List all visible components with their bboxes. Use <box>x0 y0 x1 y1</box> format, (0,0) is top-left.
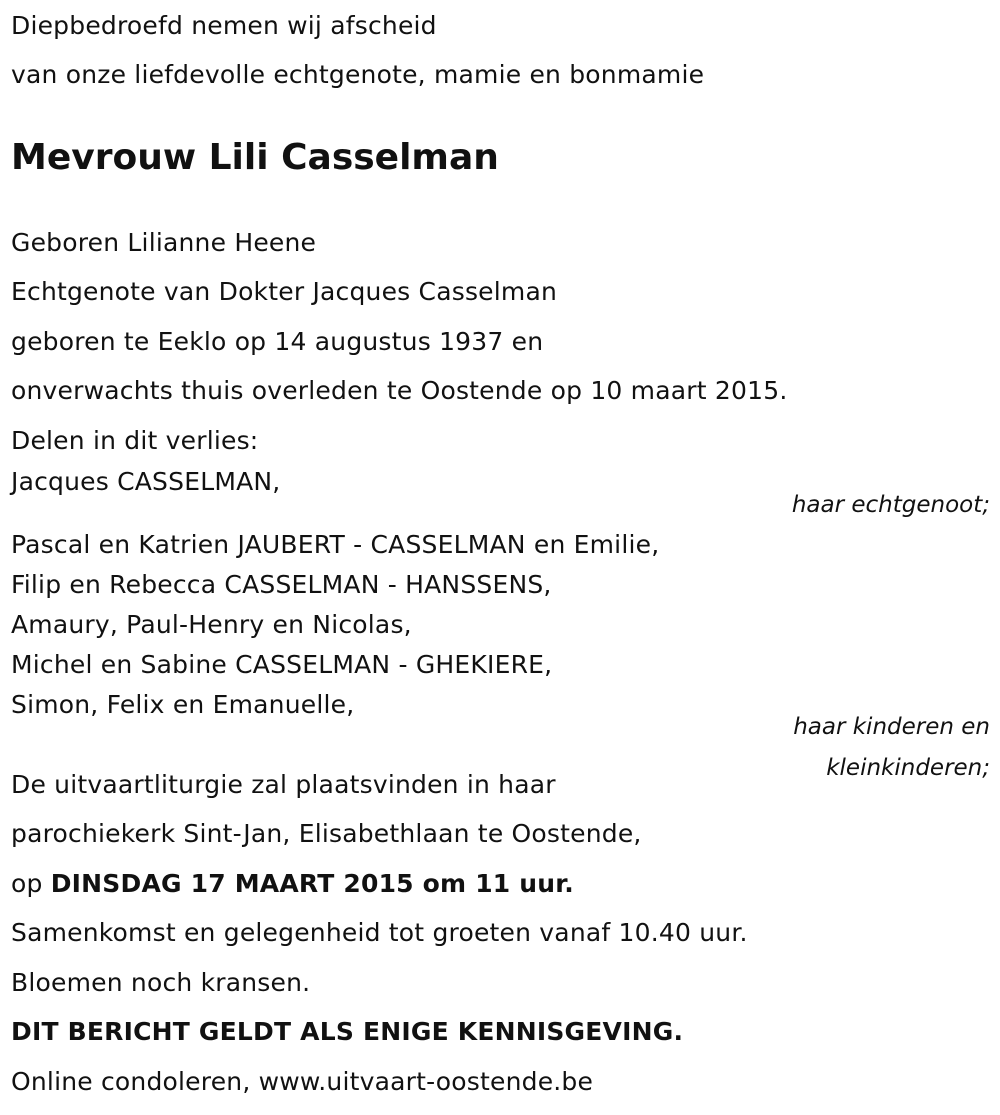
mourners-heading: Delen in dit verlies: <box>11 426 259 455</box>
husband-role: haar echtgenoot; <box>791 492 990 518</box>
funeral-date: DINSDAG 17 MAART 2015 om 11 uur. <box>50 869 574 898</box>
death-line: onverwachts thuis overleden te Oostende op 10 maart 2015. <box>11 376 788 405</box>
funeral-date-line <box>11 867 574 901</box>
intro-line-2: van onze liefdevolle echtgenote, mamie en bonmamie <box>11 60 705 89</box>
funeral-line-1: De uitvaartliturgie zal plaatsvinden in haar <box>11 770 556 799</box>
intro-line-1: Diepbedroefd nemen wij afscheid <box>11 11 437 40</box>
birth-line: geboren te Eeklo op 14 augustus 1937 en <box>11 327 544 356</box>
family-line-5: Simon, Felix en Emanuelle, <box>11 690 355 719</box>
born-name: Geboren Lilianne Heene <box>11 228 317 257</box>
gathering-line: Samenkomst en gelegenheid tot groeten vanaf 10.40 uur. <box>11 918 748 947</box>
flowers-line: Bloemen noch kransen. <box>11 968 311 997</box>
notice-line: DIT BERICHT GELDT ALS ENIGE KENNISGEVING. <box>11 1017 684 1046</box>
family-line-4: Michel en Sabine CASSELMAN - GHEKIERE, <box>11 650 553 679</box>
family-role-line-1: haar kinderen en <box>793 714 990 740</box>
family-role-line-2: kleinkinderen; <box>826 755 990 781</box>
family-line-3: Amaury, Paul-Henry en Nicolas, <box>11 610 412 639</box>
family-line-2: Filip en Rebecca CASSELMAN - HANSSENS, <box>11 570 552 599</box>
online-condolence-line: Online condoleren, www.uitvaart-oostende.be <box>11 1067 594 1096</box>
funeral-date-prefix: op <box>11 869 51 898</box>
spouse-line: Echtgenote van Dokter Jacques Casselman <box>11 277 558 306</box>
funeral-line-2: parochiekerk Sint-Jan, Elisabethlaan te Oostende, <box>11 819 642 848</box>
family-line-1: Pascal en Katrien JAUBERT - CASSELMAN en Emilie, <box>11 530 660 559</box>
mourner-husband: Jacques CASSELMAN, <box>11 467 281 496</box>
deceased-name: Mevrouw Lili Casselman <box>11 137 499 178</box>
